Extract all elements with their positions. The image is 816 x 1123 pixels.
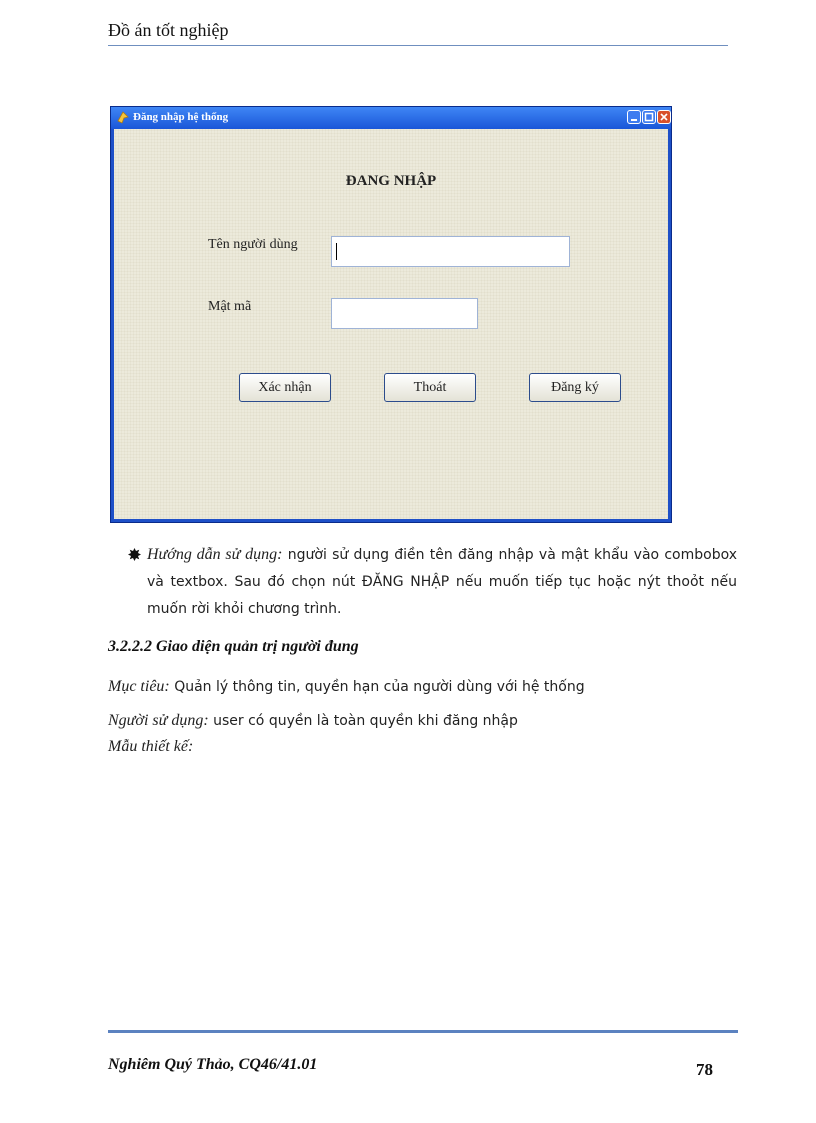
window-title: Đăng nhập hệ thống [133,111,229,123]
user-line [108,712,518,730]
username-label: Tên người dùng [208,237,298,252]
page-number: 78 [696,1060,713,1079]
footer-author: Nghiêm Quý Thảo, CQ46/41.01 [108,1056,318,1073]
usage-text: người sử dụng điền tên đăng nhập và mật khẩu vào combobox và textbox. Sau đó chọn nút ĐĂNG NHẬP nếu muốn tiếp tục hoặc nýt thoỏt nếu muốn rời khỏi chương trình. [147,547,737,617]
password-label: Mật mã [208,299,252,314]
login-dialog-window [110,106,672,523]
header-rule [108,45,728,46]
window-client-area [114,129,668,519]
exit-button[interactable]: Thoát [384,373,476,402]
design-label: Mẫu thiết kế: [108,738,194,755]
minimize-icon [628,111,640,123]
minimize-button[interactable] [627,110,641,124]
section-heading: 3.2.2.2 Giao diện quản trị người đung [108,638,359,655]
user-text: user có quyền là toàn quyền khi đăng nhập [208,713,518,729]
usage-instructions-paragraph [147,541,737,623]
close-button[interactable] [657,110,671,124]
goal-line [108,678,585,696]
app-icon [116,110,130,124]
close-icon [658,111,670,123]
confirm-button[interactable]: Xác nhận [239,373,331,402]
username-input[interactable] [331,236,570,267]
page-header-title: Đồ án tốt nghiệp [108,20,229,40]
goal-label: Mục tiêu: [108,678,170,695]
design-line [108,738,193,756]
footer-rule [108,1030,738,1033]
login-heading: ĐANG NHẬP [345,173,437,189]
register-button[interactable]: Đăng ký [529,373,621,402]
password-input[interactable] [331,298,478,329]
usage-label: Hướng dẫn sử dụng: [147,546,283,563]
user-label: Người sử dụng: [108,712,209,729]
maximize-button[interactable] [642,110,656,124]
window-titlebar [111,107,671,129]
maximize-icon [643,111,655,123]
text-caret [336,243,337,260]
bullet-icon [128,548,141,561]
goal-text: Quản lý thông tin, quyền hạn của người dùng với hệ thống [169,679,585,695]
